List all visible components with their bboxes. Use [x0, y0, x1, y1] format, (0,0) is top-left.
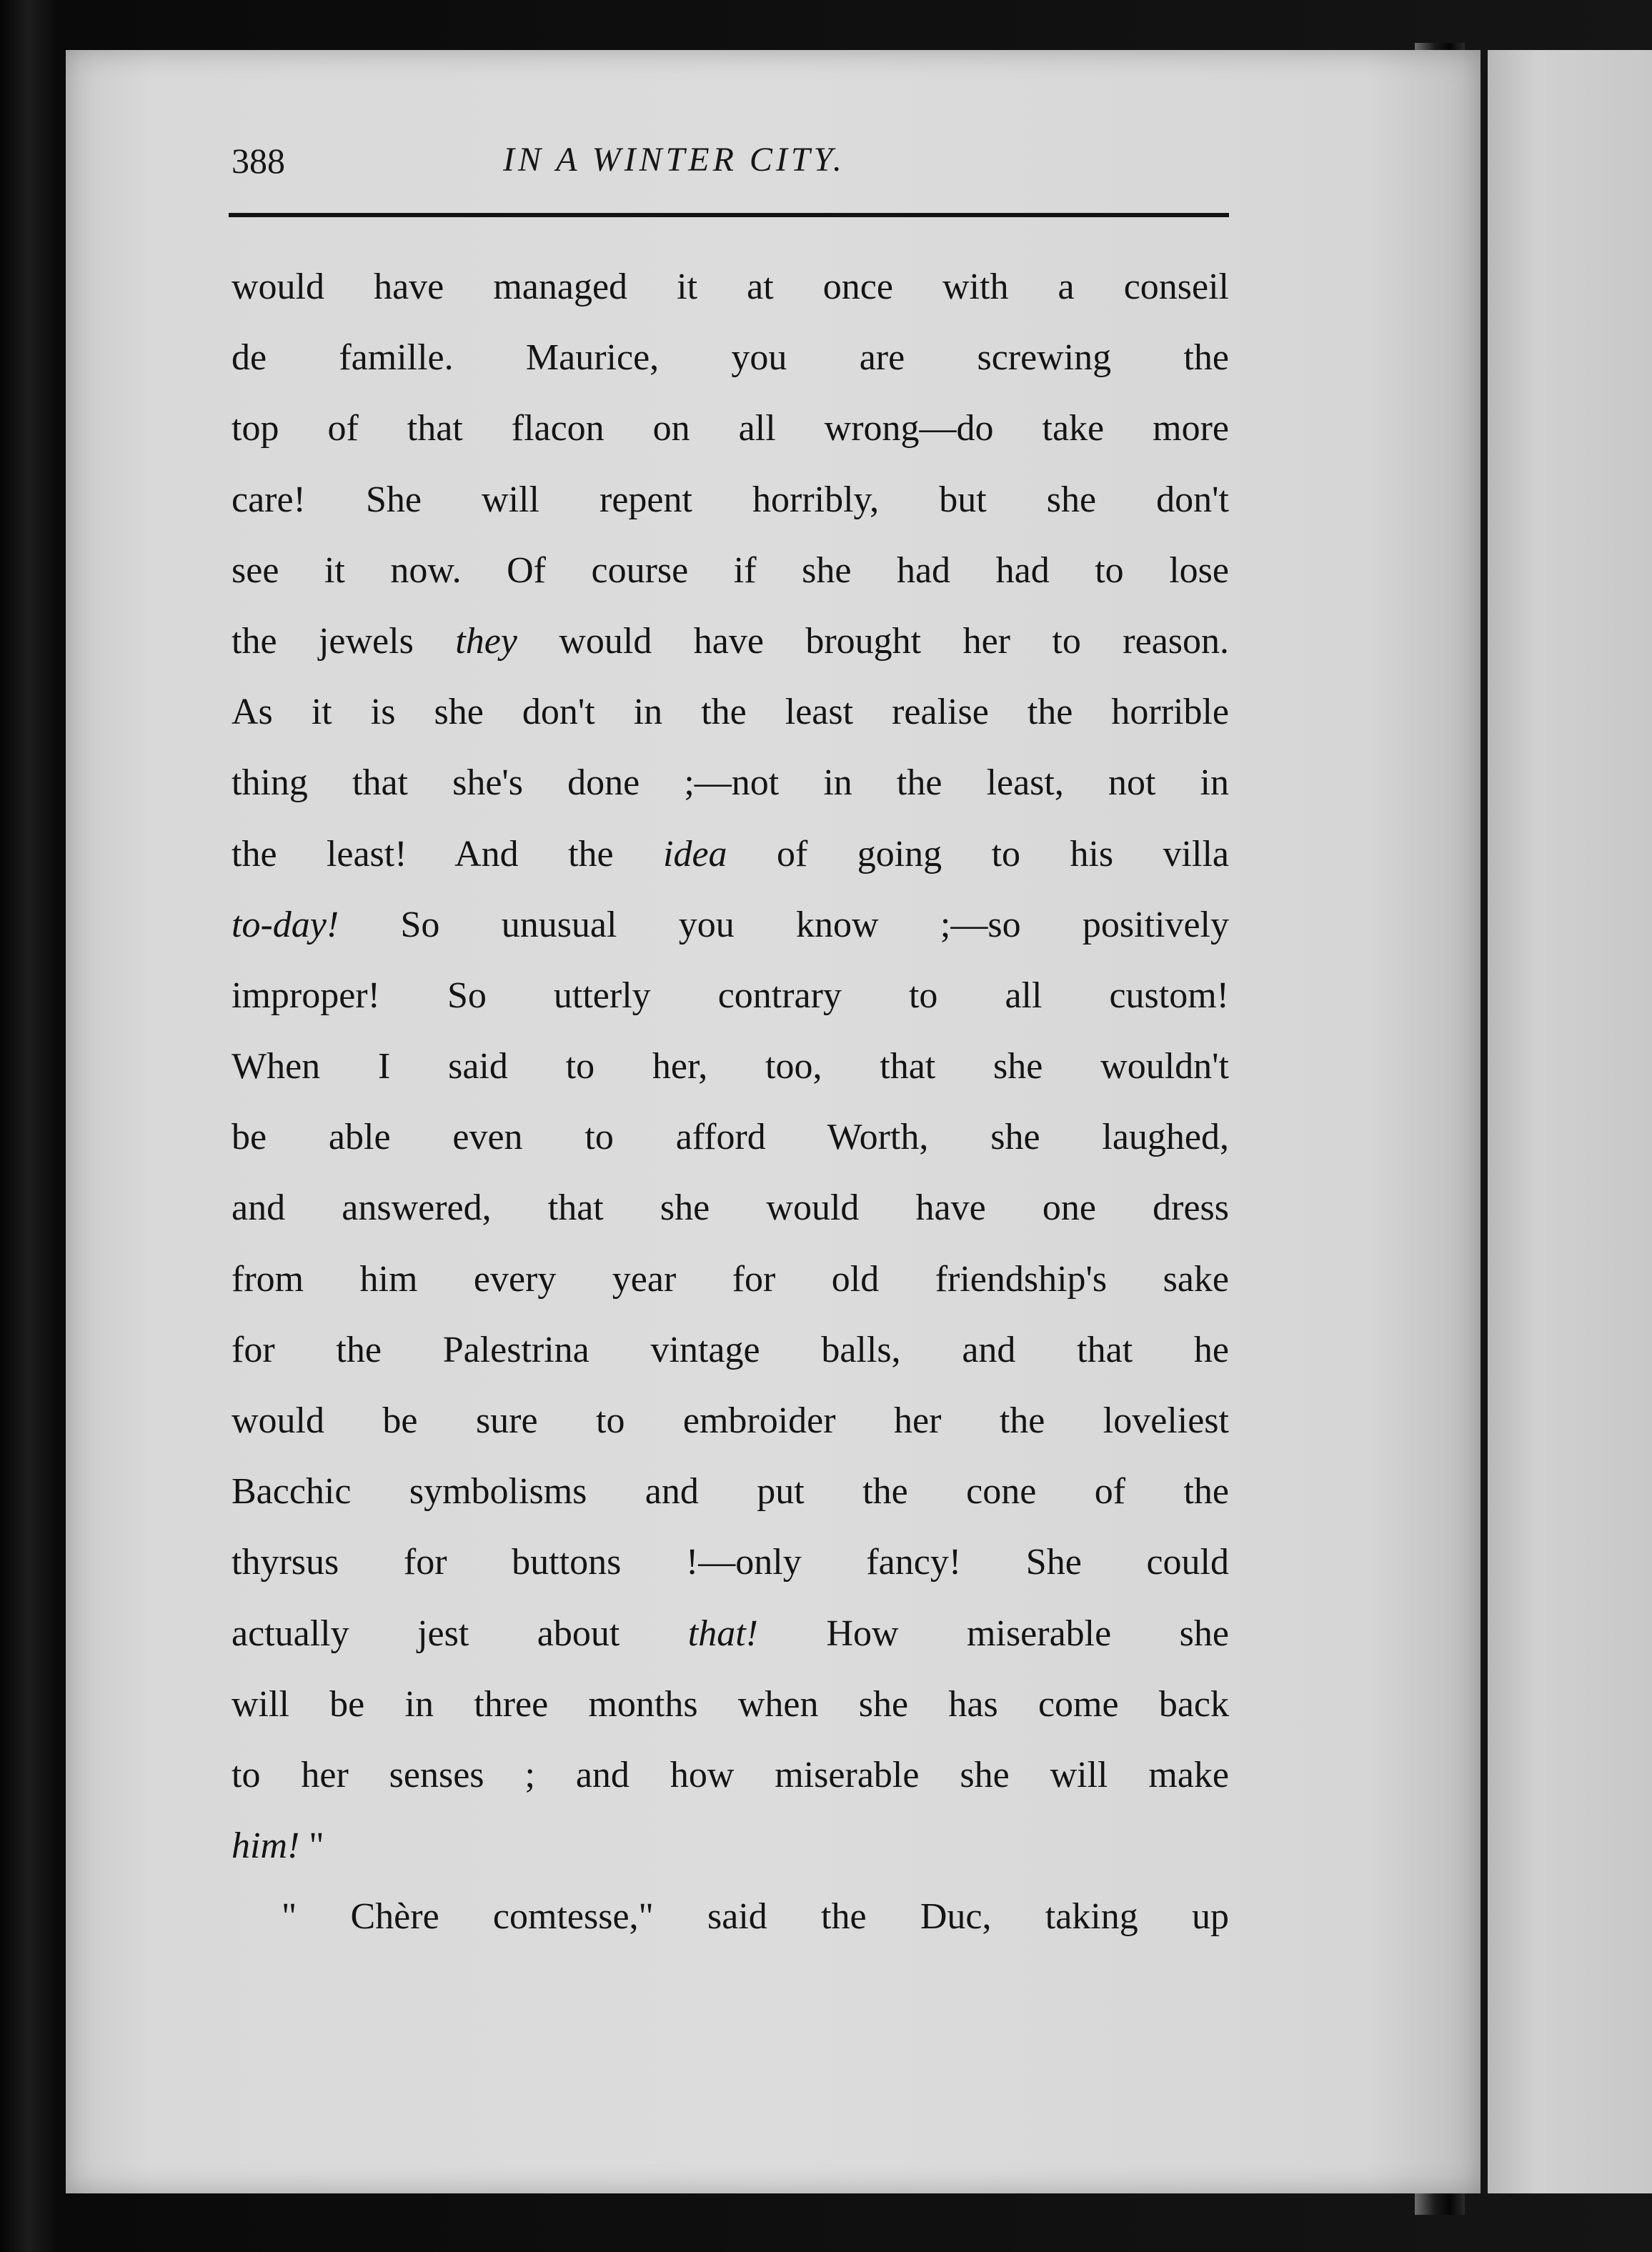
text-line — [232, 890, 1229, 960]
text-segment: see it now. Of course if she had had to lose — [232, 549, 1229, 591]
text-segment: from him every year for old friendship's sake — [232, 1258, 1229, 1300]
text-line — [232, 535, 1229, 606]
text-line — [232, 1172, 1229, 1243]
text-line — [232, 1315, 1229, 1385]
text-segment: and answered, that she would have one dress — [232, 1187, 1229, 1229]
text-line — [232, 1881, 1229, 1952]
text-line — [232, 1669, 1229, 1740]
text-segment: actually jest about — [232, 1613, 688, 1654]
text-segment: for the Palestrina vintage balls, and that he — [232, 1329, 1229, 1370]
text-segment: de famille. Maurice, you are screwing the — [232, 337, 1229, 379]
text-segment: Bacchic symbolisms and put the cone of the — [232, 1471, 1229, 1513]
text-line — [232, 1385, 1229, 1456]
italic-text: that! — [687, 1613, 758, 1654]
text-segment: the least! And the — [232, 833, 664, 875]
text-line — [232, 393, 1229, 464]
text-line — [232, 1244, 1229, 1315]
text-segment: When I said to her, too, that she wouldn't — [232, 1046, 1229, 1087]
text-line — [232, 1102, 1229, 1172]
text-segment: thing that she's done ;—not in the least, not in — [232, 762, 1229, 804]
text-segment: would have managed it at once with a conseil — [232, 266, 1229, 307]
text-line — [232, 819, 1229, 890]
italic-text: to-day! — [232, 904, 339, 945]
text-line — [232, 677, 1229, 747]
italic-text: they — [455, 620, 517, 662]
text-segment: be able even to afford Worth, she laughed, — [232, 1117, 1229, 1158]
text-segment: thyrsus for buttons !—only fancy! She could — [232, 1542, 1229, 1583]
text-line — [232, 1598, 1229, 1669]
text-segment: care! She will repent horribly, but she don't — [232, 479, 1229, 520]
text-line — [232, 1810, 1229, 1881]
header-rule — [229, 213, 1229, 217]
text-segment: will be in three months when she has come back — [232, 1683, 1229, 1725]
body-text — [232, 251, 1229, 1953]
text-segment: " Chère comtesse," said the Duc, taking up — [282, 1896, 1229, 1938]
text-segment: improper! So utterly contrary to all custom! — [232, 975, 1229, 1016]
facing-page-edge — [1488, 50, 1652, 2193]
running-title: IN A WINTER CITY. — [503, 141, 845, 179]
text-line — [232, 747, 1229, 818]
text-line — [232, 960, 1229, 1031]
page-number: 388 — [232, 141, 285, 181]
text-line — [232, 1527, 1229, 1598]
text-segment: to her senses ; and how miserable she will make — [232, 1754, 1229, 1795]
text-line — [232, 606, 1229, 677]
text-segment: " — [299, 1825, 324, 1867]
text-line — [232, 464, 1229, 535]
text-segment: So unusual you know ;—so positively — [339, 904, 1229, 945]
italic-text: him! — [232, 1825, 300, 1867]
text-line — [232, 1456, 1229, 1527]
text-segment: would have brought her to reason. — [517, 620, 1229, 662]
text-line — [232, 322, 1229, 393]
text-segment: of going to his villa — [727, 833, 1229, 875]
text-line — [232, 1031, 1229, 1102]
text-segment: As it is she don't in the least realise the horrible — [232, 692, 1229, 733]
text-line — [232, 251, 1229, 322]
text-segment: the jewels — [232, 620, 456, 662]
text-segment: would be sure to embroider her the loveliest — [232, 1400, 1229, 1441]
text-segment: top of that flacon on all wrong—do take more — [232, 408, 1229, 449]
text-line — [232, 1740, 1229, 1810]
running-head — [232, 140, 1232, 197]
text-segment: How miserable she — [757, 1613, 1229, 1654]
italic-text: idea — [663, 833, 727, 875]
